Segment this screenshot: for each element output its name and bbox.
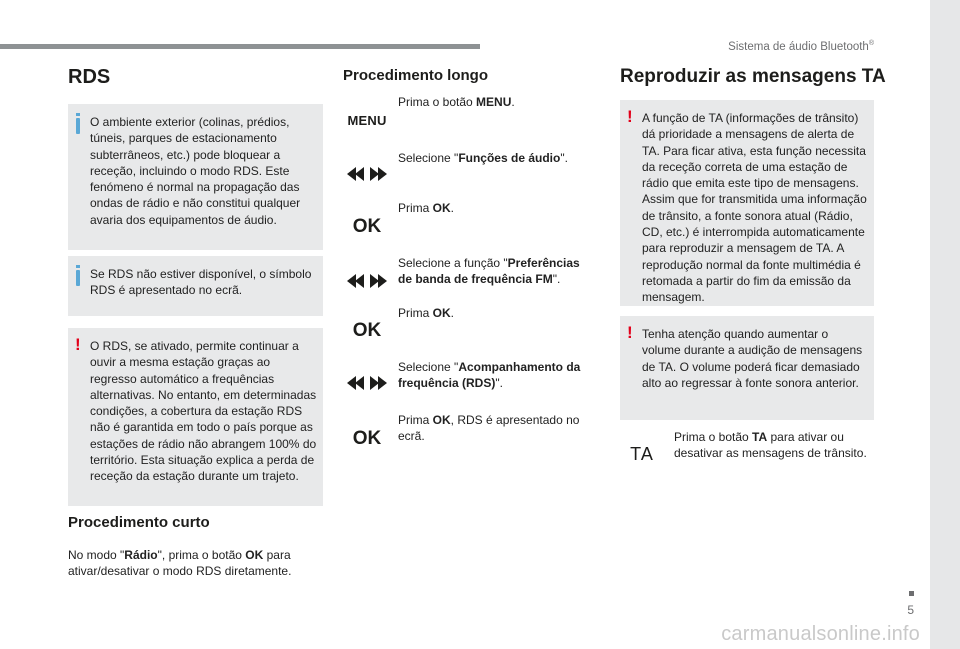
short-procedure-title: Procedimento curto — [68, 514, 210, 531]
rds-warning-text: O RDS, se ativado, permite continuar a ouvir a mesma estação graças ao regresso automático a frequências alternativas. No entanto, em determinadas condições, a cobertura da estação RDS não é garantida em todo o país porque as estações de rádio não abrangem 100% do território. Esta situação explica a perda de receção da estação durante um trajeto. — [90, 339, 317, 484]
page-marker — [909, 591, 914, 596]
ok-button-icon: OK — [352, 428, 382, 449]
info-icon — [76, 270, 80, 286]
rds-warning-note — [68, 328, 323, 506]
arrows-icon — [347, 271, 387, 291]
ta-title: Reproduzir as mensagens TA — [620, 66, 886, 87]
ok-button-icon: OK — [352, 320, 382, 341]
warning-icon: ! — [627, 323, 633, 342]
short-procedure-text: No modo "Rádio", prima o botão OK para ativar/desativar o modo RDS diretamente. — [68, 548, 292, 579]
rds-info-note-2 — [68, 256, 323, 316]
long-step-2: Selecione "Funções de áudio". — [398, 151, 568, 165]
ta-warning-note-2 — [620, 316, 874, 420]
ta-step-text: Prima o botão TA para ativar ou desativar as mensagens de trânsito. — [674, 430, 867, 461]
ta-warning-1-text: A função de TA (informações de trânsito) dá prioridade a mensagens de alerta de TA. Para ficar ativa, esta função necessita da receção correta de uma estação de rádio que emita este tipo de mensagens. Assim que for transmitida uma informação de trânsito, a fonte sonora atual (Rádio, CD, etc.) é interrompida automaticamente para reproduzir a mensagem de TA. A reprodução normal da fonte multimédia é retomada a partir do fim da emissão da mensagem. — [642, 111, 867, 305]
rds-note-1-text: O ambiente exterior (colinas, prédios, túneis, parques de estacionamento subterrâneos, etc.) pode bloquear a receção, incluindo o modo RDS. Este fenómeno é normal na propagação das ondas de rádio e não constitui qualquer avaria dos equipamentos de áudio. — [90, 115, 301, 227]
long-procedure-title: Procedimento longo — [343, 67, 489, 84]
ta-button-icon: TA — [630, 443, 654, 464]
watermark: carmanualsonline.info — [721, 623, 920, 645]
header-bar — [0, 44, 480, 49]
long-step-5: Prima OK. — [398, 306, 455, 320]
rds-title: RDS — [68, 66, 111, 88]
long-step-6: Selecione "Acompanhamento da frequência (RDS)". — [398, 360, 581, 391]
info-icon — [76, 118, 80, 134]
long-step-1: Prima o botão MENU. — [398, 95, 515, 109]
warning-icon: ! — [627, 107, 633, 126]
page-side-strip — [930, 0, 960, 649]
rds-info-note-1 — [68, 104, 323, 250]
page-number: 5 — [907, 603, 914, 617]
long-step-3: Prima OK. — [398, 201, 455, 215]
arrows-icon — [347, 164, 387, 184]
page-header-title: Sistema de áudio Bluetooth® — [728, 40, 874, 53]
long-step-7: Prima OK, RDS é apresentado no ecrã. — [398, 413, 580, 444]
warning-icon: ! — [75, 335, 81, 354]
ta-warning-2-text: Tenha atenção quando aumentar o volume durante a audição de mensagens de TA. O volume poderá ficar demasiado alto ao regressar à fonte sonora anterior. — [642, 327, 863, 390]
rds-note-2-text: Se RDS não estiver disponível, o símbolo RDS é apresentado no ecrã. — [90, 267, 312, 298]
long-step-4: Selecione a função "Preferências de banda de frequência FM". — [398, 256, 580, 287]
arrows-icon — [347, 373, 387, 393]
ok-button-icon: OK — [352, 216, 382, 237]
ta-warning-note-1 — [620, 100, 874, 306]
menu-button-icon: MENU — [347, 112, 387, 128]
